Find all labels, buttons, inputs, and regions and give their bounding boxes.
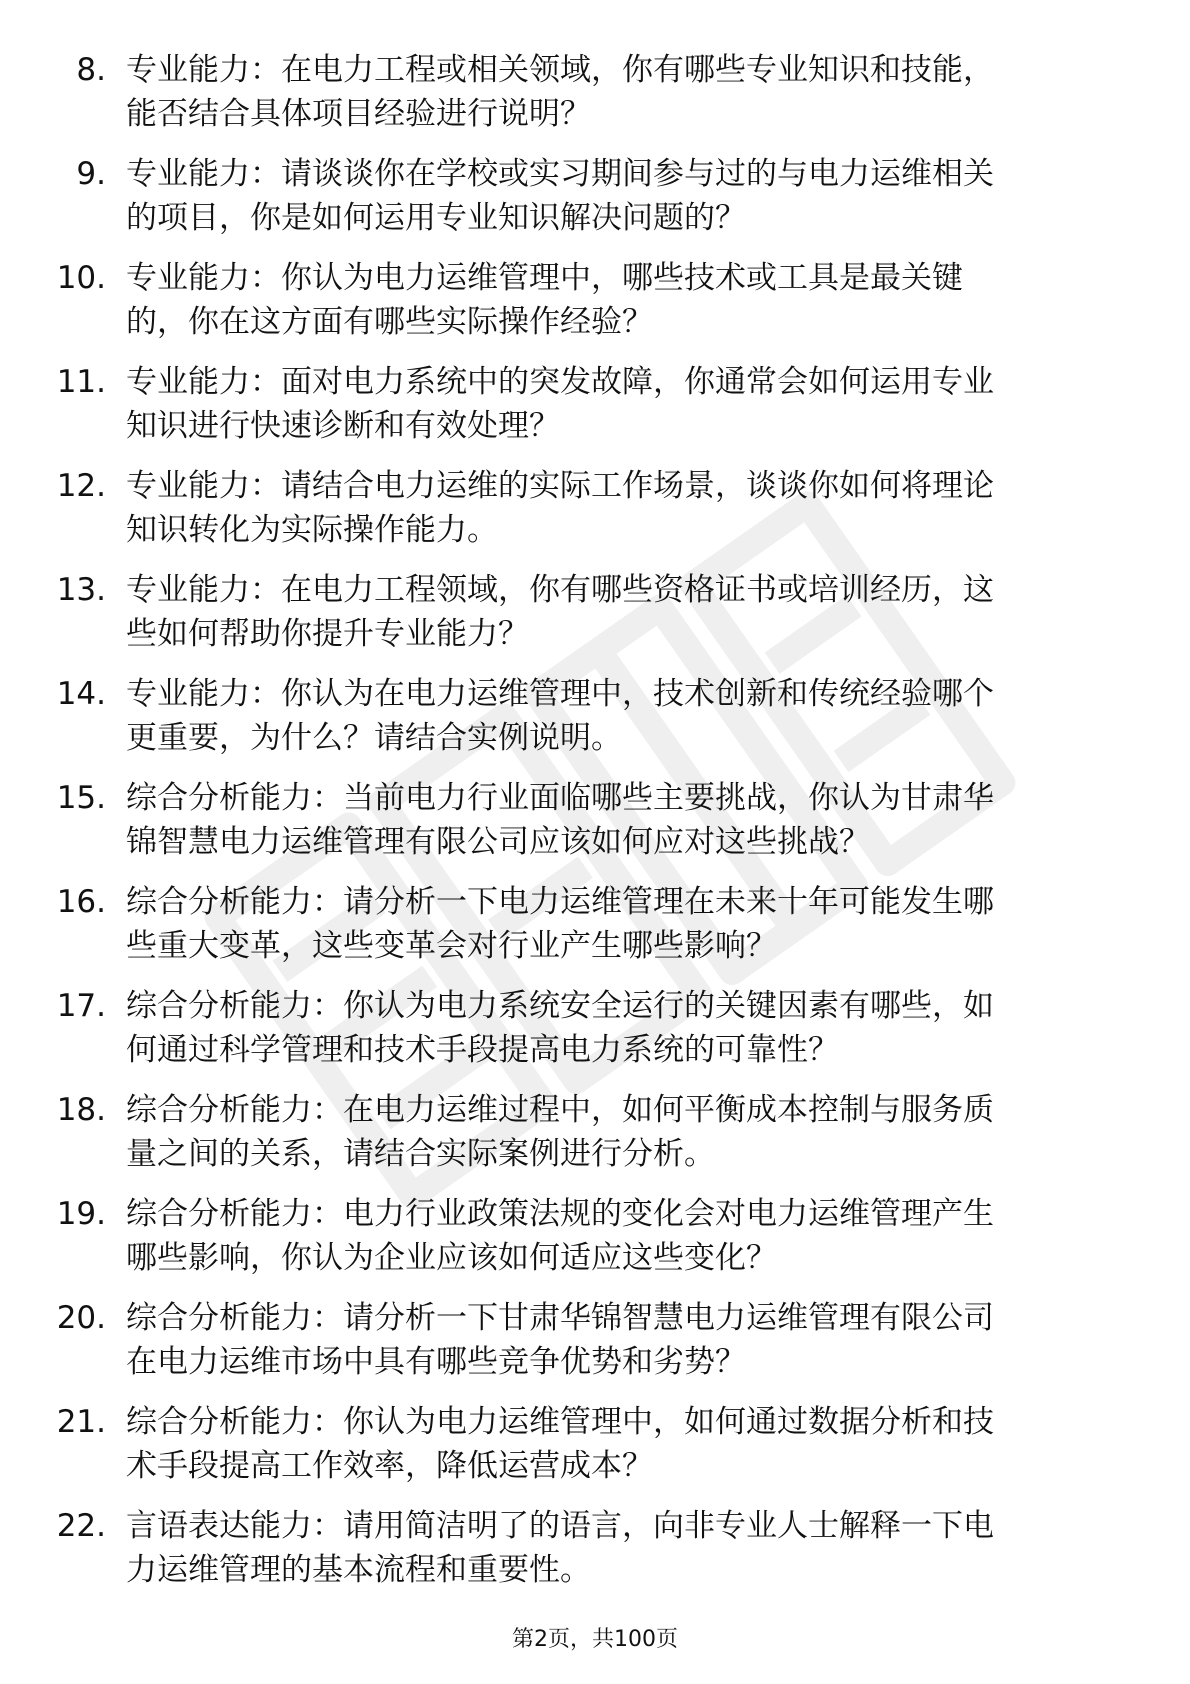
question-text <box>126 464 1126 552</box>
question-line: 专业能力：面对电力系统中的突发故障，你通常会如何运用专业 <box>126 364 994 400</box>
question-line: 力运维管理的基本流程和重要性。 <box>126 1552 591 1588</box>
question-line: 在电力运维市场中具有哪些竞争优势和劣势？ <box>126 1344 746 1380</box>
question-text <box>126 1504 1126 1592</box>
question-line: 专业能力：在电力工程或相关领域，你有哪些专业知识和技能， <box>126 52 994 88</box>
question-text <box>126 256 1126 344</box>
question-line: 能否结合具体项目经验进行说明？ <box>126 96 591 132</box>
question-line: 综合分析能力：当前电力行业面临哪些主要挑战，你认为甘肃华 <box>126 780 994 816</box>
question-line: 综合分析能力：请分析一下电力运维管理在未来十年可能发生哪 <box>126 884 994 920</box>
question-number: 13. <box>56 572 106 608</box>
question-item <box>0 360 1190 464</box>
question-line: 的项目，你是如何运用专业知识解决问题的？ <box>126 200 746 236</box>
question-text <box>126 880 1126 968</box>
question-line: 更重要，为什么？请结合实例说明。 <box>126 720 622 756</box>
question-number: 17. <box>56 988 106 1024</box>
question-number: 20. <box>56 1300 106 1336</box>
question-number: 14. <box>56 676 106 712</box>
question-number: 12. <box>56 468 106 504</box>
question-line: 综合分析能力：你认为电力运维管理中，如何通过数据分析和技 <box>126 1404 994 1440</box>
question-number: 21. <box>56 1404 106 1440</box>
question-line: 综合分析能力：电力行业政策法规的变化会对电力运维管理产生 <box>126 1196 994 1232</box>
question-item <box>0 1504 1190 1608</box>
page-indicator: 第2页，共100页 <box>512 1627 678 1652</box>
question-text <box>126 672 1126 760</box>
question-text <box>126 48 1126 136</box>
question-text <box>126 1400 1126 1488</box>
question-line: 何通过科学管理和技术手段提高电力系统的可靠性？ <box>126 1032 839 1068</box>
question-number: 15. <box>56 780 106 816</box>
question-item <box>0 1400 1190 1504</box>
question-line: 些如何帮助你提升专业能力？ <box>126 616 529 652</box>
question-item <box>0 1192 1190 1296</box>
question-item <box>0 984 1190 1088</box>
question-number: 16. <box>56 884 106 920</box>
question-number: 10. <box>56 260 106 296</box>
question-line: 术手段提高工作效率，降低运营成本？ <box>126 1448 653 1484</box>
question-item <box>0 464 1190 568</box>
question-line: 专业能力：你认为在电力运维管理中，技术创新和传统经验哪个 <box>126 676 994 712</box>
question-number: 22. <box>56 1508 106 1544</box>
question-item <box>0 672 1190 776</box>
question-number: 11. <box>56 364 106 400</box>
question-text <box>126 1192 1126 1280</box>
question-item <box>0 568 1190 672</box>
question-line: 综合分析能力：你认为电力系统安全运行的关键因素有哪些，如 <box>126 988 994 1024</box>
question-item <box>0 776 1190 880</box>
question-number: 19. <box>56 1196 106 1232</box>
question-list <box>0 48 1190 1608</box>
question-line: 言语表达能力：请用简洁明了的语言，向非专业人士解释一下电 <box>126 1508 994 1544</box>
question-item <box>0 880 1190 984</box>
question-text <box>126 776 1126 864</box>
question-line: 知识转化为实际操作能力。 <box>126 512 498 548</box>
question-line: 专业能力：请结合电力运维的实际工作场景，谈谈你如何将理论 <box>126 468 994 504</box>
question-item <box>0 1296 1190 1400</box>
question-text <box>126 984 1126 1072</box>
question-number: 9. <box>76 156 106 192</box>
question-line: 专业能力：在电力工程领域，你有哪些资格证书或培训经历，这 <box>126 572 994 608</box>
question-line: 综合分析能力：请分析一下甘肃华锦智慧电力运维管理有限公司 <box>126 1300 994 1336</box>
question-number: 8. <box>76 52 106 88</box>
question-item <box>0 256 1190 360</box>
question-text <box>126 568 1126 656</box>
question-line: 量之间的关系，请结合实际案例进行分析。 <box>126 1136 715 1172</box>
question-item <box>0 1088 1190 1192</box>
question-item <box>0 48 1190 152</box>
question-line: 专业能力：你认为电力运维管理中，哪些技术或工具是最关键 <box>126 260 963 296</box>
question-line: 的，你在这方面有哪些实际操作经验？ <box>126 304 653 340</box>
question-line: 知识进行快速诊断和有效处理？ <box>126 408 560 444</box>
question-line: 哪些影响，你认为企业应该如何适应这些变化？ <box>126 1240 777 1276</box>
question-line: 些重大变革，这些变革会对行业产生哪些影响？ <box>126 928 777 964</box>
question-line: 综合分析能力：在电力运维过程中，如何平衡成本控制与服务质 <box>126 1092 994 1128</box>
question-line: 专业能力：请谈谈你在学校或实习期间参与过的与电力运维相关 <box>126 156 994 192</box>
question-item <box>0 152 1190 256</box>
question-text <box>126 1296 1126 1384</box>
question-text <box>126 360 1126 448</box>
question-text <box>126 1088 1126 1176</box>
question-text <box>126 152 1126 240</box>
question-number: 18. <box>56 1092 106 1128</box>
question-line: 锦智慧电力运维管理有限公司应该如何应对这些挑战？ <box>126 824 870 860</box>
